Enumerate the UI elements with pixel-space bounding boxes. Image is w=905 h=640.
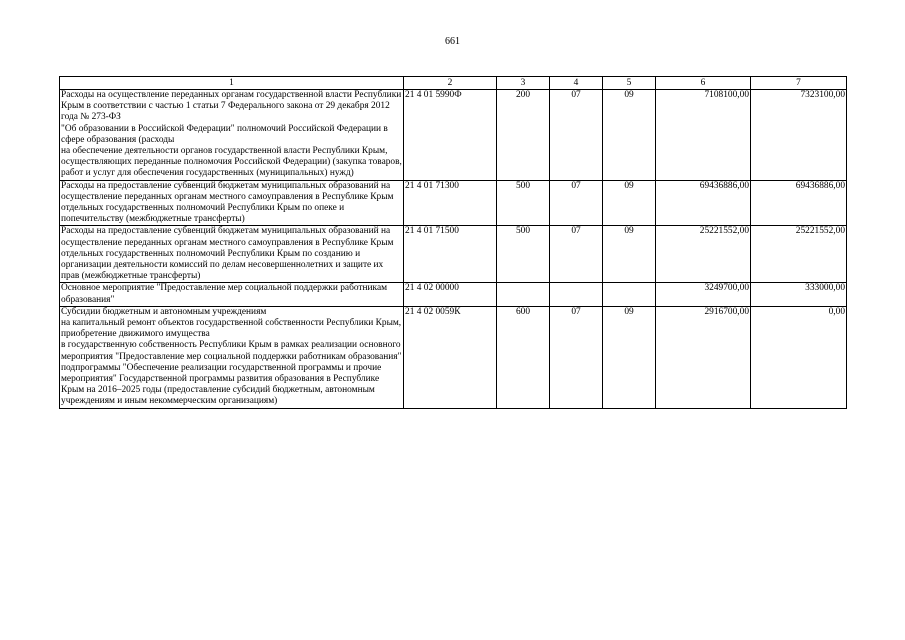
row-col5: 09: [603, 306, 656, 408]
row-amount-2: 25221552,00: [751, 226, 847, 283]
row-amount-1: 69436886,00: [656, 180, 751, 226]
row-amount-1: 25221552,00: [656, 226, 751, 283]
row-col3: [497, 283, 550, 306]
column-header-1: 1: [60, 77, 404, 90]
row-col5: 09: [603, 226, 656, 283]
row-amount-1: 2916700,00: [656, 306, 751, 408]
column-header-2: 2: [404, 77, 497, 90]
row-col5: [603, 283, 656, 306]
page-number: 661: [445, 36, 460, 47]
row-amount-2: 7323100,00: [751, 90, 847, 181]
row-name: Расходы на предоставление субвенций бюджетам муниципальных образований на осуществление переданных органам местного самоуправления в Республике Крым отдельных государственных полномочий Республики Крым по опеке и попечительству (межбюджетные трансферты): [60, 180, 404, 226]
row-col4: 07: [550, 226, 603, 283]
row-col3: 500: [497, 226, 550, 283]
column-header-4: 4: [550, 77, 603, 90]
row-col5: 09: [603, 180, 656, 226]
row-amount-2: 69436886,00: [751, 180, 847, 226]
column-header-5: 5: [603, 77, 656, 90]
row-amount-2: 0,00: [751, 306, 847, 408]
row-amount-1: 7108100,00: [656, 90, 751, 181]
row-col4: 07: [550, 90, 603, 181]
column-header-7: 7: [751, 77, 847, 90]
row-amount-1: 3249700,00: [656, 283, 751, 306]
row-code: 21 4 01 71300: [404, 180, 497, 226]
row-col3: 600: [497, 306, 550, 408]
table-row: [60, 283, 847, 306]
row-name: Расходы на осуществление переданных органам государственной власти Республики Крым в соответствии с частью 1 статьи 7 Федерального закона от 29 декабря 2012 года № 273-ФЗ "Об образовании в Российской Федерации" полномочий Российской Федерации в сфере образования (расходы на обеспечение деятельности органов государственной власти Республики Крым, осуществляющих переданные полномочия Российской Федерации) (закупка товаров, работ и услуг для обеспечения государственных (муниципальных) нужд): [61, 90, 402, 179]
table-row: [60, 180, 847, 226]
header-row: [60, 77, 847, 90]
row-code: 21 4 02 0059К: [404, 306, 497, 408]
row-col4: 07: [550, 180, 603, 226]
row-name: Субсидии бюджетным и автономным учреждениям на капитальный ремонт объектов государственной собственности Республики Крым, приобретение движимого имущества в государственную собственность Республики Крым в рамках реализации основного мероприятия "Предоставление мер социальной поддержки работникам образования" подпрограммы "Обеспечение реализации государственной программы и прочие мероприятия" Государственной программы развития образования в Республике Крым на 2016–2025 годы (предоставление субсидий бюджетным, автономным учреждениям и иным некоммерческим организациям): [60, 306, 404, 408]
row-col4: [550, 283, 603, 306]
column-header-3: 3: [497, 77, 550, 90]
row-amount-2: 333000,00: [751, 283, 847, 306]
budget-table: [59, 76, 847, 409]
row-col3: 500: [497, 180, 550, 226]
row-code: 21 4 02 00000: [404, 283, 497, 306]
table-row: [60, 90, 847, 181]
column-header-6: 6: [656, 77, 751, 90]
row-code: 21 4 01 71500: [404, 226, 497, 283]
row-col3: 200: [497, 90, 550, 181]
row-name: Расходы на предоставление субвенций бюджетам муниципальных образований на осуществление переданных органам местного самоуправления в Республике Крым отдельных государственных полномочий Республики Крым по созданию и организации деятельности комиссий по делам несовершеннолетних и защите их прав (межбюджетные трансферты): [60, 226, 404, 283]
table-row: [60, 306, 847, 408]
table-row: [60, 226, 847, 283]
row-code: 21 4 01 5990Ф: [404, 90, 497, 181]
row-col4: 07: [550, 306, 603, 408]
row-col5: 09: [603, 90, 656, 181]
row-name: Основное мероприятие "Предоставление мер социальной поддержки работникам образования": [60, 283, 404, 306]
